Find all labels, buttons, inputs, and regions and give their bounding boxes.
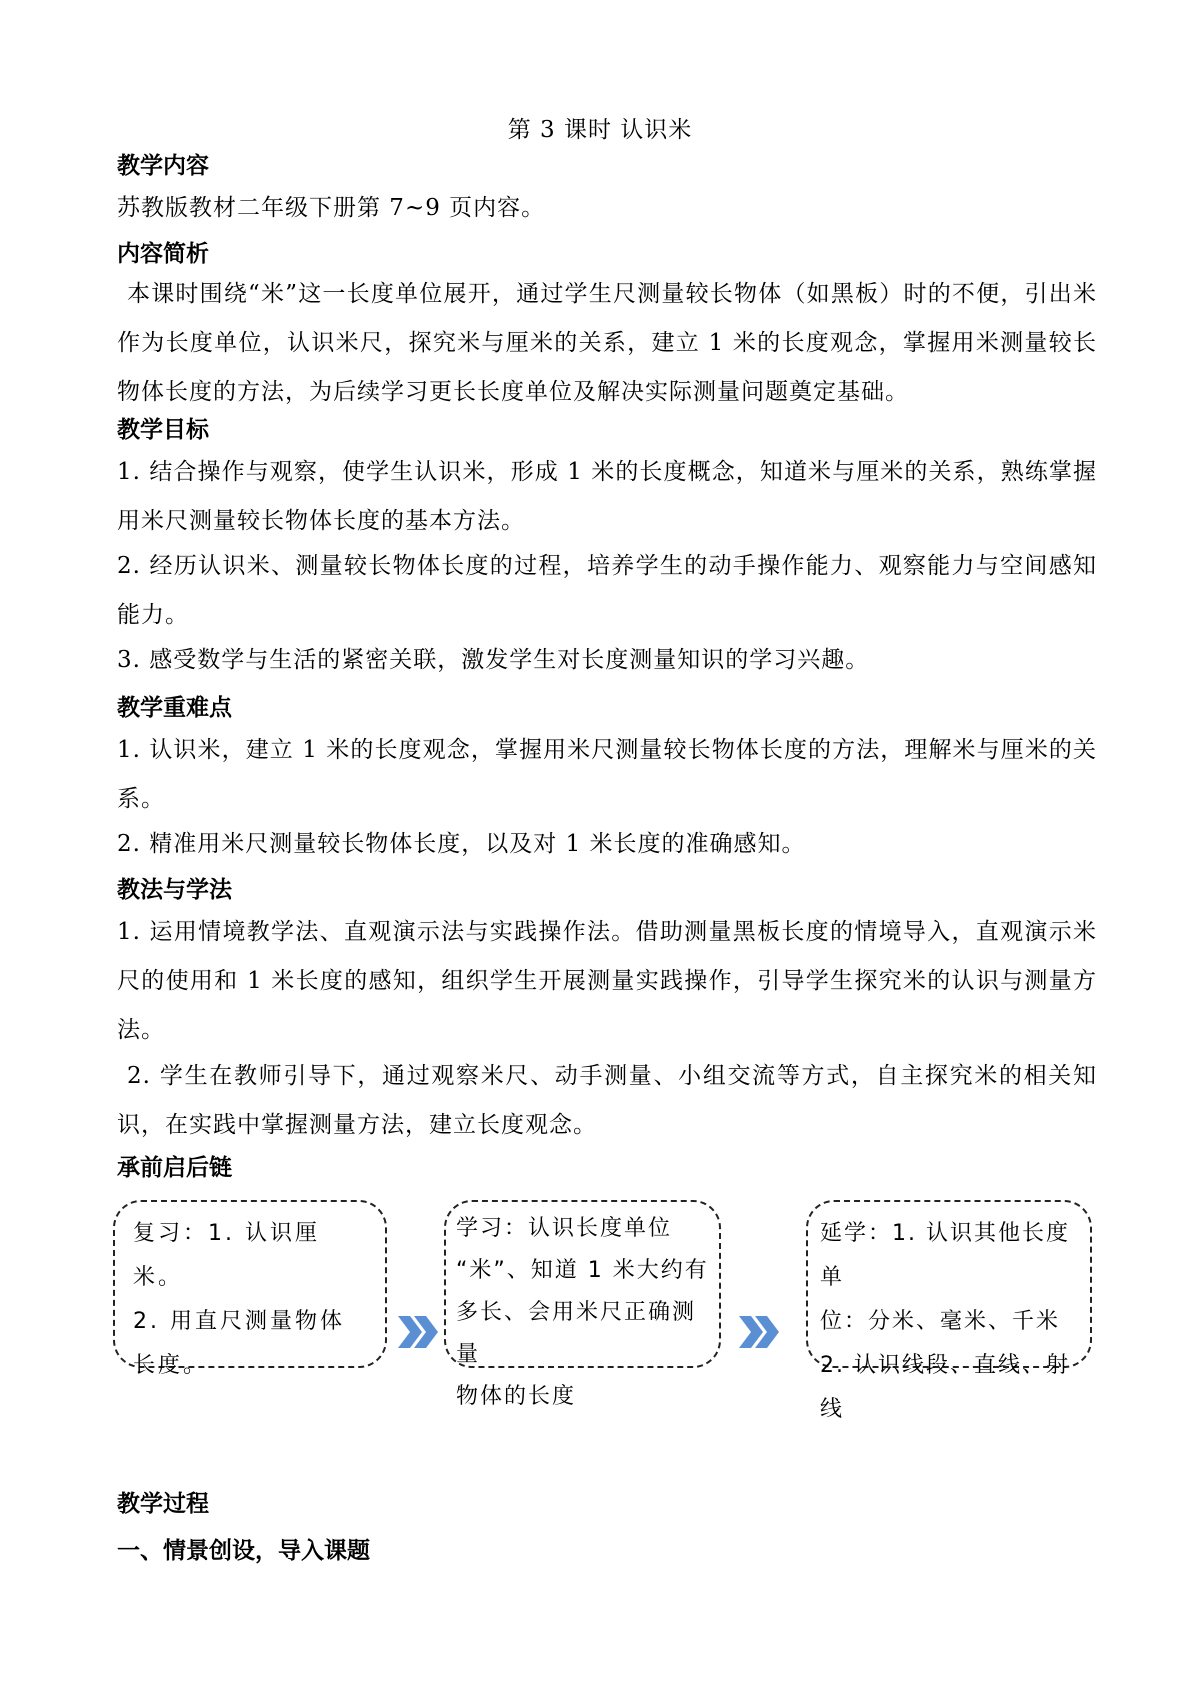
heading-methods: 教法与学法 [117,877,232,903]
review-line-2: 2. 用直尺测量物体 [133,1309,345,1334]
method-1: 1. 运用情境教学法、直观演示法与实践操作法。借助测量黑板长度的情境导入，直观演示米尺的使用和 1 米长度的感知，组织学生开展测量实践操作，引导学生探究米的认识与测量方法。 [117,919,1097,1043]
learn-line-4: 物体的长度 [456,1384,577,1409]
heading-goals: 教学目标 [117,417,209,443]
learn-line-1: 学习：认识长度单位 [456,1216,673,1241]
heading-step-1: 一、情景创设，导入课题 [117,1538,370,1564]
double-chevron-icon [735,1312,783,1352]
analysis-text: 本课时围绕“米”这一长度单位展开，通过学生尺测量较长物体（如黑板）时的不便，引出米作为长度单位，认识米尺，探究米与厘米的关系，建立 1 米的长度观念，掌握用米测量较长物体长度的方法，为后续学习更长长度单位及解决实际测量问题奠定基础。 [117,281,1097,405]
review-line-3: 长度。 [133,1353,209,1378]
page-title: 第 3 课时 认识米 [507,117,693,143]
review-line-1: 复习：1. 认识厘米。 [133,1221,320,1290]
key-point-1: 1. 认识米，建立 1 米的长度观念，掌握用米尺测量较长物体长度的方法，理解米与厘米的关系。 [117,737,1097,812]
extend-line-3: 2. 认识线段、直线、射线 [820,1353,1070,1422]
learn-line-2: “米”、知道 1 米大约有 [456,1258,709,1283]
content-text: 苏教版教材二年级下册第 7~9 页内容。 [117,195,546,221]
goal-1: 1. 结合操作与观察，使学生认识米，形成 1 米的长度概念，知道米与厘米的关系，熟练掌握用米尺测量较长物体长度的基本方法。 [117,459,1097,534]
heading-key-points: 教学重难点 [117,695,232,721]
heading-analysis: 内容简析 [117,241,209,267]
learn-line-3: 多长、会用米尺正确测量 [456,1300,697,1367]
double-chevron-icon [394,1312,442,1352]
extend-line-2: 位：分米、毫米、千米 [820,1309,1061,1334]
method-2: 2. 学生在教师引导下，通过观察米尺、动手测量、小组交流等方式，自主探究米的相关知识，在实践中掌握测量方法，建立长度观念。 [117,1063,1097,1138]
goal-3: 3. 感受数学与生活的紧密关联，激发学生对长度测量知识的学习兴趣。 [117,647,870,673]
goal-2: 2. 经历认识米、测量较长物体长度的过程，培养学生的动手操作能力、观察能力与空间感知能力。 [117,553,1097,628]
learn-box [444,1200,721,1409]
extend-line-1: 延学：1. 认识其他长度单 [820,1221,1070,1290]
heading-content: 教学内容 [117,153,209,179]
review-box [113,1200,387,1378]
key-point-2: 2. 精准用米尺测量较长物体长度，以及对 1 米长度的准确感知。 [117,831,806,857]
extend-box [806,1200,1092,1422]
heading-process: 教学过程 [117,1491,209,1517]
heading-link-chain: 承前启后链 [117,1155,232,1181]
